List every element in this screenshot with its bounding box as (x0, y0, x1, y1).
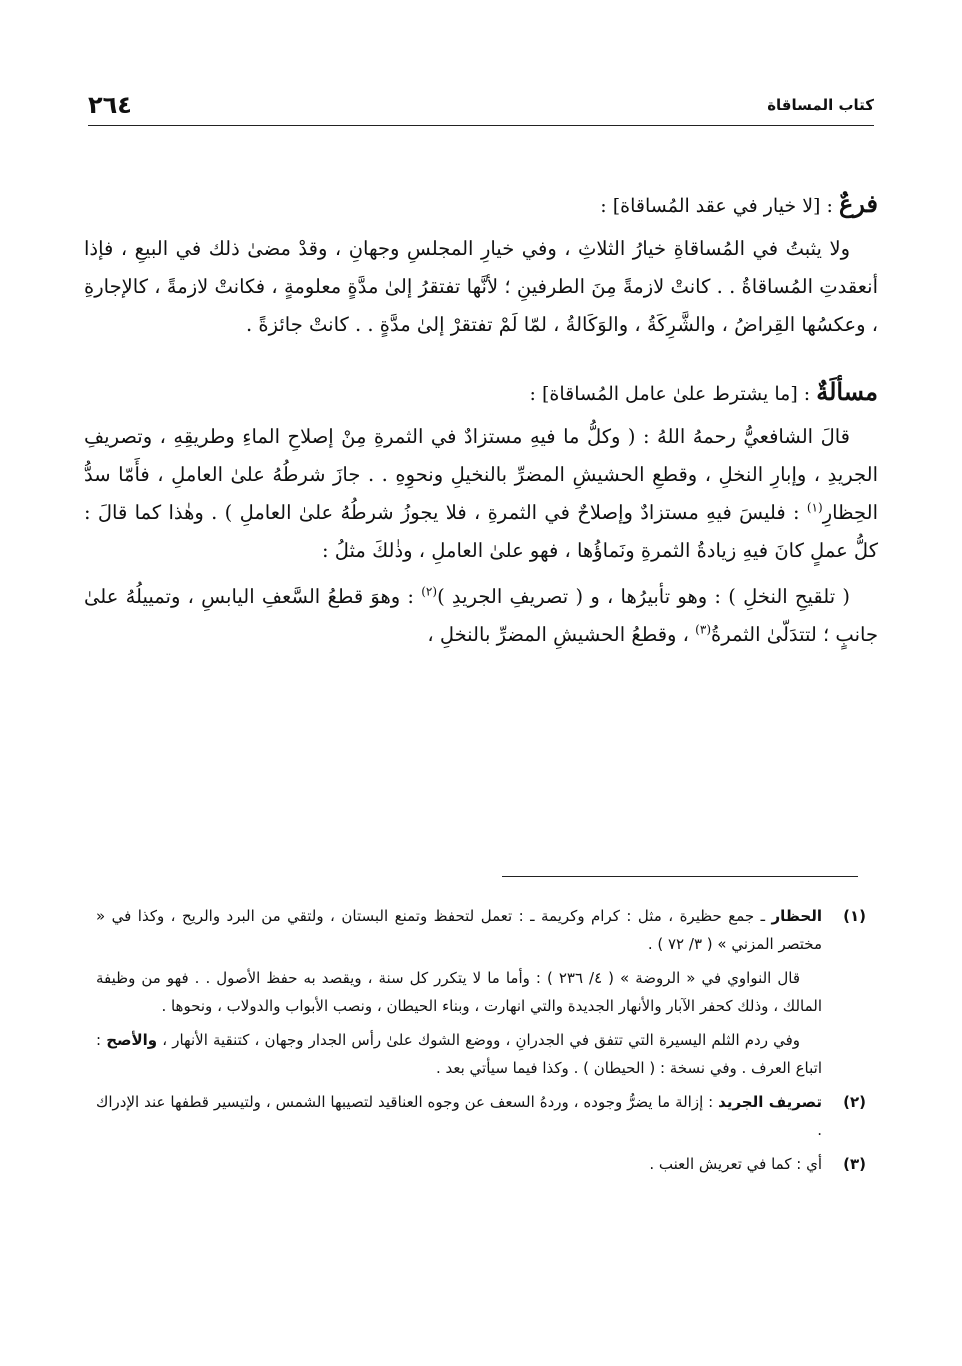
footnote-2 (96, 1088, 866, 1144)
footnote-ref[interactable]: (١) (806, 500, 823, 515)
footnote-text: وفي ردم الثلم اليسيرة التي تتفق في الجدرانِ ، ووضع الشوك علىٰ رأس الجدار وجهان ، كتنقية الأنهار ، (157, 1031, 800, 1049)
page-number: ٢٦٤ (88, 91, 132, 119)
main-text (84, 188, 878, 654)
heading-title: : [ما يشترط علىٰ عامل المُساقاة] : (529, 383, 811, 405)
footnote-text: ـ جمع حظيرة ، مثل : كرام وكريمة ـ : تعمل لتحفظ وتمنع البستان ، ولتقي من البرد والريح ، وكذا في « مختصر المزني » ( ٣/ ٧٢ ) . (96, 907, 822, 953)
heading-title: : [لا خيار في عقد المُساقاة] : (600, 195, 833, 217)
text-run: ( تلقيحِ النخلِ ) : وهو تأبيرُها ، و ( تصريفِ الجريدِ ) (437, 585, 850, 608)
section-heading-far (84, 188, 878, 222)
text-run: قالَ الشافعيُّ رحمهُ اللهُ : ( وكلُّ ما فيهِ مستزادٌ في الثمرةِ مِنْ إصلاحِ الماءِ وطريقِهِ ، وتصريفِ الجريدِ ، وإبارِ النخلِ ، وقطعِ الحشيشِ المضرِّ بالنخيلِ ونحوِهِ . . جازَ شرطُهُ علىٰ العاملِ ، فأَمّا سدُّ الحِظارِ (84, 425, 878, 524)
footnote-text: : اتباع العرف . وفي نسخة : ( الحيطان ) . وكذا فيما سيأتي بعد . (96, 1031, 822, 1077)
heading-term: مسألَةٌ (816, 377, 878, 406)
footnote-1 (96, 902, 866, 958)
text-run: : فليسَ فيهِ مستزادٌ وإصلاحٌ في الثمرةِ ، فلا يجوزُ شرطُهُ علىٰ العاملِ ) . وهٰذا كما قالَ : كلُّ عملٍ كانَ فيهِ زيادةُ الثمرةِ ونَماؤُها ، فهو علىٰ العاملِ ، وذٰلكَ مثلُ : (84, 501, 878, 562)
footnote-number: (٢) (843, 1093, 866, 1111)
running-title: كتاب المساقاة (767, 96, 874, 114)
paragraph (84, 418, 878, 570)
footnote-ref[interactable]: (٣) (695, 622, 711, 637)
footnote-text: أي : كما في تعريش العنب . (649, 1155, 822, 1173)
footnote-term: تصريف الجريد (718, 1093, 822, 1111)
footnote-text: : إزالة ما يضرُّ وجوده ، وردهُ السعف عن وجوه العناقيد لتصيبها الشمس ، ولتيسير قطفها عند الإدراك . (96, 1093, 822, 1139)
paragraph (84, 578, 878, 654)
text-run: ، وقطعُ الحشيشِ المضرِّ بالنخلِ ، (427, 623, 696, 646)
footnote-number: (١) (843, 907, 866, 925)
paragraph: ولا يثبتُ في المُساقاةِ خيارُ الثلاثِ ، وفي خيارِ المجلسِ وجهانِ ، وقدْ مضىٰ ذلك في البيعِ ، فإذا أنعقدتِ المُساقاةُ . . كانتْ لازمةً مِنَ الطرفينِ ؛ لأنَّها تفتقرُ إلىٰ مدَّةٍ معلومةٍ ، فكانتْ لازمةً ، كالإجارةِ ، وعكسُها القِراضُ ، والشَّرِكَةُ ، والوَكَالةُ ، لمّا لَمْ تفتقرْ إلىٰ مدَّةٍ . . كانتْ جائزةً . (84, 237, 878, 336)
footnote-1-continuation (96, 1026, 822, 1082)
footnote-ref[interactable]: (٢) (421, 584, 438, 599)
footnote-3 (96, 1150, 866, 1178)
heading-term: فرعٌ (838, 189, 878, 218)
footnote-divider (502, 876, 858, 877)
footnote-number: (٣) (843, 1155, 866, 1173)
footnote-1-continuation: قال النواوي في « الروضة » ( ٤/ ٢٣٦ ) : وأما ما لا يتكرر كل سنة ، ويقصد به حفظ الأصول . . فهو من وظيفة المالك ، وذلك كحفر الآبار والأنهار الجديدة والتي انهارت ، وبناء الحيطان ، ونصب الأبواب والدولاب ، ونحوها . (96, 969, 822, 1015)
footnote-term: والأصح (106, 1031, 158, 1049)
section-heading-masala (84, 376, 878, 410)
page-header (88, 88, 874, 122)
footnotes (96, 902, 866, 1184)
footnote-term: الحظار (771, 907, 822, 925)
text-run: : وهوَ قطعُ السَّعفِ اليابسِ ، وتمييلُهُ علىٰ جانبٍ ؛ لتتدَلّىٰ الثمرةُ (84, 585, 878, 646)
header-divider (88, 125, 874, 126)
